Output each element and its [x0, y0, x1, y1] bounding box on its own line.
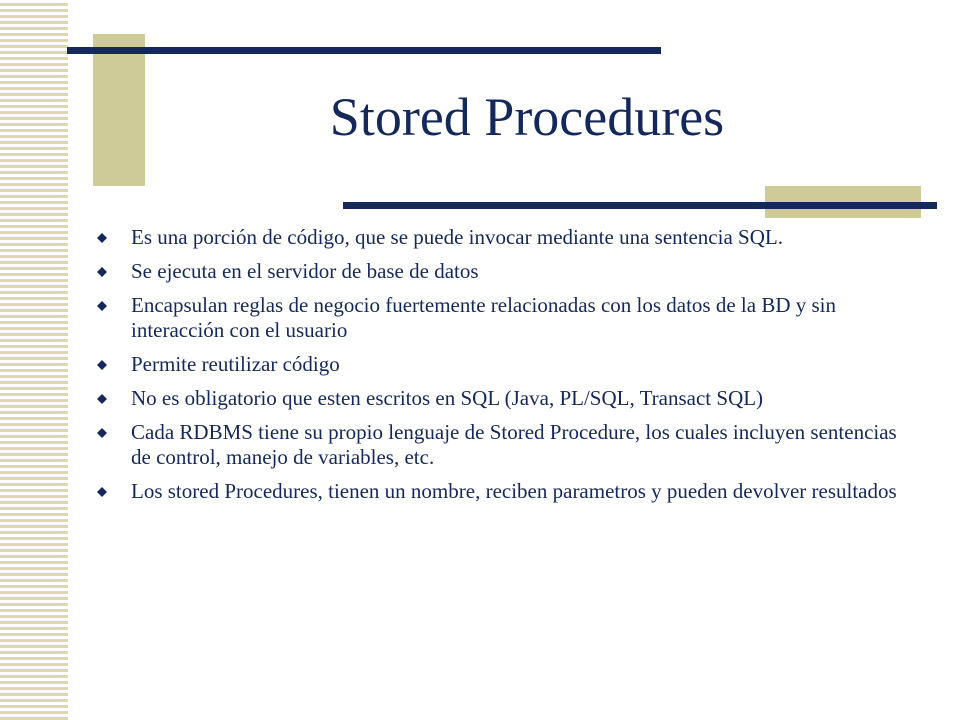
bullet-item: [94, 386, 906, 411]
diamond-bullet-icon: [97, 233, 107, 243]
bullet-item: [94, 225, 906, 250]
bullet-text: Encapsulan reglas de negocio fuertemente relacionadas con los datos de la BD y sin interacción con el usuario: [131, 293, 837, 342]
bullet-item: [94, 293, 906, 343]
title-rule-top: [67, 47, 661, 54]
diamond-bullet-icon: [97, 360, 107, 370]
diamond-bullet-icon: [97, 301, 107, 311]
bullet-item: [94, 479, 906, 504]
striped-margin-decoration: [0, 0, 68, 720]
diamond-bullet-icon: [97, 487, 107, 497]
bullet-text: Cada RDBMS tiene su propio lenguaje de Stored Procedure, los cuales incluyen sentencias de control, manejo de variables, etc.: [131, 420, 897, 469]
bullet-item: [94, 352, 906, 377]
bullet-list: [94, 225, 906, 513]
title-rule-bottom: [343, 202, 937, 209]
bullet-item: [94, 259, 906, 284]
bullet-text: Los stored Procedures, tienen un nombre, reciben parametros y pueden devolver resultados: [131, 479, 897, 503]
diamond-bullet-icon: [97, 267, 107, 277]
diamond-bullet-icon: [97, 428, 107, 438]
bullet-item: [94, 420, 906, 470]
slide-title: Stored Procedures: [329, 87, 725, 147]
diamond-bullet-icon: [97, 394, 107, 404]
bullet-text: Permite reutilizar código: [131, 352, 340, 376]
bullet-text: No es obligatorio que esten escritos en SQL (Java, PL/SQL, Transact SQL): [131, 386, 764, 410]
bullet-text: Es una porción de código, que se puede invocar mediante una sentencia SQL.: [131, 225, 783, 249]
bullet-text: Se ejecuta en el servidor de base de datos: [131, 259, 479, 283]
